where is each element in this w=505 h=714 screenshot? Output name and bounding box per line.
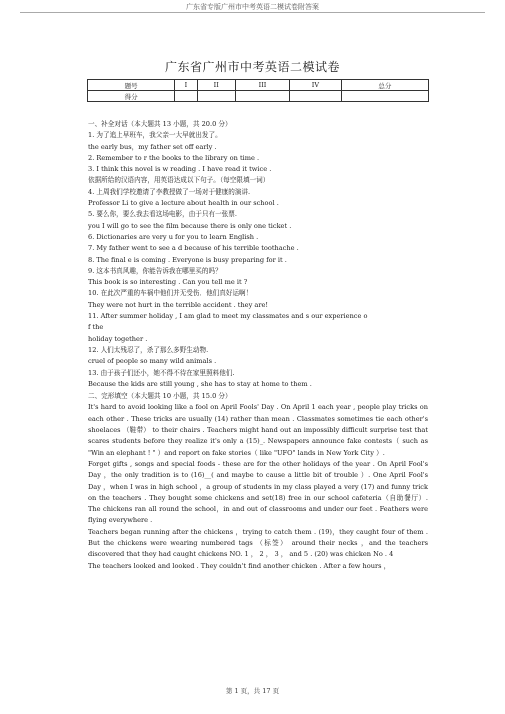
page-footer: 第 1 页，共 17 页 — [225, 687, 280, 695]
question-line: cruel of people so many wild animals . — [88, 357, 217, 366]
question-line: f the — [88, 323, 104, 332]
question-line: 7. My father went to see a d because of his terrible toothache . — [88, 244, 299, 253]
score-cell — [235, 91, 289, 102]
question-line: Because the kids are still young , she has to stay at home to them . — [88, 379, 312, 388]
score-cell: III — [235, 80, 289, 91]
question-line: 13. 由于孩子们还小，她不得不待在家里照料他们. — [88, 368, 235, 377]
score-cell: 题号 — [88, 80, 175, 91]
question-line: 4. 上周我们学校邀请了李教授做了一场对于健康的演讲. — [88, 187, 251, 196]
question-line: 依据所给的汉语内容，用英语达成以下句子。（每空限填一词） — [88, 176, 270, 185]
question-line: 10. 在此次严重的车祸中他们并无受伤．他们真好运啊！ — [88, 289, 253, 298]
question-line: Professor Li to give a lecture about health in our school . — [88, 199, 279, 208]
header-rule — [20, 12, 485, 13]
exam-body — [88, 118, 428, 572]
score-cell: IV — [290, 80, 342, 91]
question-line: 1. 为了追上早班车，我父亲一大早就出发了。 — [88, 131, 222, 140]
question-line: 3. I think this novel is w reading . I have read it twice . — [88, 165, 272, 174]
question-line: holiday together . — [88, 334, 148, 343]
score-cell — [197, 91, 235, 102]
question-line: They were not hurt in the terrible accident . they are! — [88, 300, 269, 309]
passage-paragraph: Teachers began running after the chickens ，trying to catch them . (19)，they caught four of them . But the chickens were wearing numbered tags （标签） around their necks ，and the teachers discovered that they had caught chickens NO. 1 ， 2 ， 3 ， and 5 . (20) was chicken No . 4 — [88, 527, 428, 559]
question-line: 11. After summer holiday , I am glad to meet my classmates and s our experience o — [88, 312, 368, 321]
question-line: 6. Dictionaries are very u for you to learn English . — [88, 232, 259, 241]
question-line: 2. Remember to r the books to the library on time . — [88, 153, 260, 162]
score-table-score-row — [88, 91, 429, 102]
score-cell: II — [197, 80, 235, 91]
score-table — [87, 79, 429, 102]
passage-paragraph: The teachers looked and looked . They couldn't find another chicken . After a few hours ， — [88, 561, 391, 570]
score-cell — [175, 91, 197, 102]
passage-paragraph: It's hard to avoid looking like a fool on April Fools' Day . On April 1 each year , people play tricks on each other . These tricks are usually (14) rather than mean . Classmates sometimes tie each other's shoelaces （鞋带） to their chairs . Teachers might hand out an impossibly difficult surprise test that scares students before they realize it's only a (15)_. Newspapers announce fake contests（ such as "Win an elephant ! " ）and report on fake stories（ like "UFO" lands in New York City ）. — [88, 403, 428, 457]
question-line: This book is so interesting . Can you tell me it ? — [88, 278, 248, 287]
passage-paragraph: Forget gifts , songs and special foods - these are for the other holidays of the year . On April Fool's Day ，the only tradition is to (16)__( and maybe to cause a little bit of trouble ）. One April Fool's Day ，when I was in high school ，a group of students in my class played a very (17) and funny trick on the teachers . They bought some chickens and set(18) free in our school cafeteria（自助餐厅）. The chickens ran all round the school，in and out of classrooms and under our feet . Feathers were flying everywhere . — [88, 459, 428, 525]
section-heading: 一、补全对话（本大题共 13 小题，共 20.0 分） — [88, 120, 232, 128]
question-line: the early bus，my father set off early . — [88, 142, 217, 151]
score-cell — [341, 91, 428, 102]
score-cell: 得分 — [88, 91, 175, 102]
section-heading: 二、完形填空（本大题共 10 小题，共 15.0 分） — [88, 392, 232, 401]
question-line: 5. 要么你，要么我去看这场电影，由于只有一张票. — [88, 210, 237, 219]
question-line: 9. 这本书真风趣，你能告诉我在哪里买的吗？ — [88, 266, 222, 275]
score-cell: 总分 — [341, 80, 428, 91]
running-header: 广东省专版广州市中考英语二模试卷附答案 — [186, 3, 319, 11]
score-cell: I — [175, 80, 197, 91]
score-cell — [290, 91, 342, 102]
question-line: you I will go to see the film because there is only one ticket . — [88, 221, 292, 230]
score-table-header-row — [88, 80, 429, 91]
question-line: 12. 人们太残忍了，杀了那么多野生动物. — [88, 345, 209, 354]
cloze-passage — [88, 402, 428, 571]
question-line: 8. The final e is coming . Everyone is busy preparing for it . — [88, 255, 287, 264]
page-title: 广东省广州市中考英语二模试卷 — [164, 60, 340, 74]
